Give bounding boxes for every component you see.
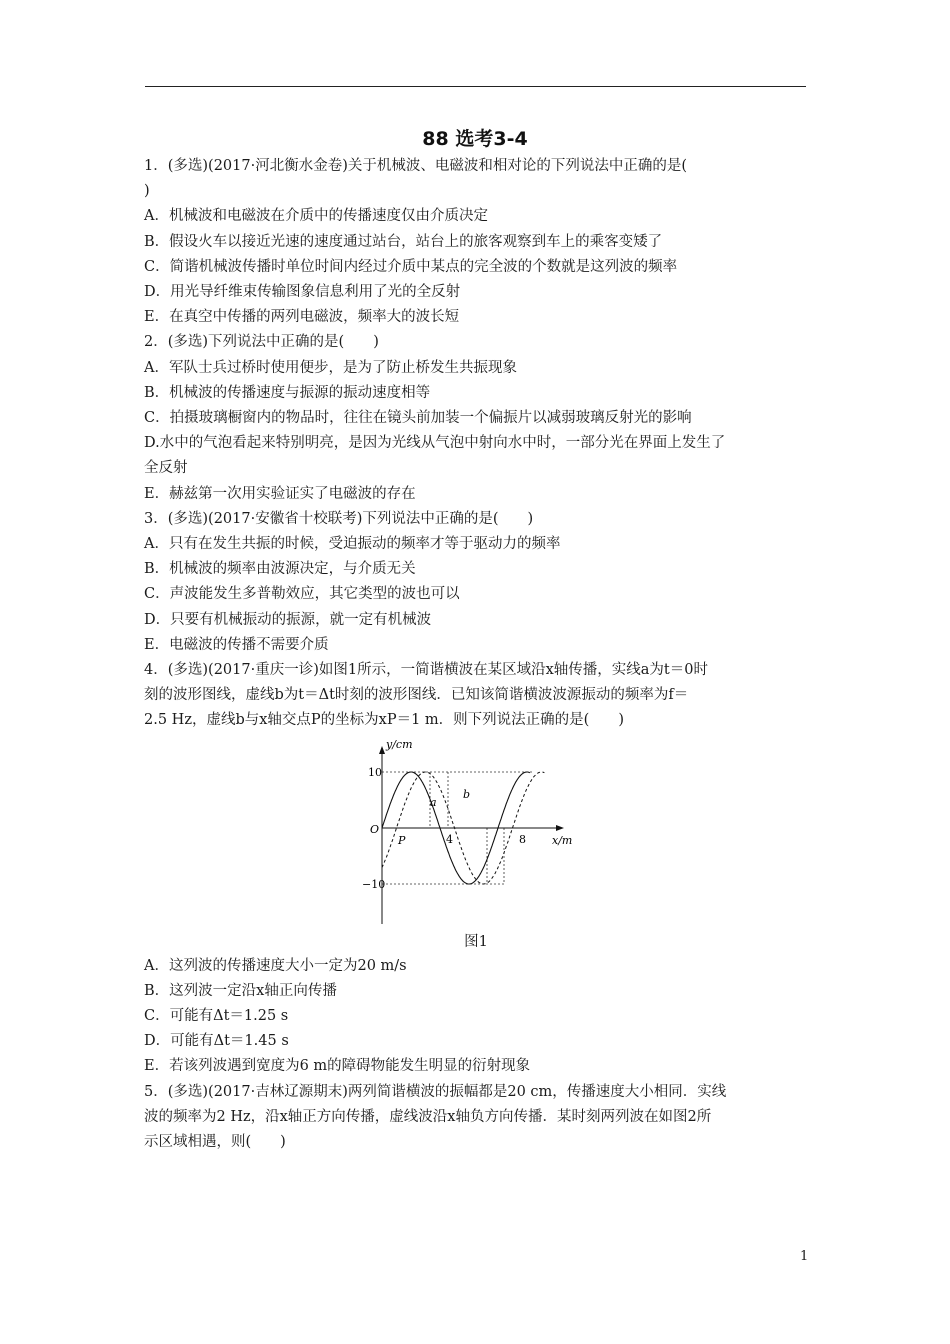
question-stem-line: 示区域相遇，则( ): [144, 1134, 286, 1151]
option: C．简谐机械波传播时单位时间内经过介质中某点的完全波的个数就是这列波的频率: [144, 258, 678, 275]
option: C．声波能发生多普勒效应，其它类型的波也可以: [144, 586, 460, 603]
option: B．机械波的频率由波源决定，与介质无关: [144, 561, 416, 578]
question-stem-line: 3．(多选)(2017·安徽省十校联考)下列说法中正确的是( ): [144, 510, 534, 527]
question-5: [144, 1080, 808, 1156]
option: A．机械波和电磁波在介质中的传播速度仅由介质决定: [144, 208, 488, 225]
option: D．只要有机械振动的振源，就一定有机械波: [144, 611, 432, 628]
question-3: [144, 507, 808, 658]
option: D．可能有Δt＝1.45 s: [144, 1033, 289, 1050]
question-2: [144, 330, 808, 506]
option: B．机械波的传播速度与振源的振动速度相等: [144, 384, 431, 401]
option: E．赫兹第一次用实验证实了电磁波的存在: [144, 485, 416, 502]
question-4: [144, 658, 808, 1080]
question-stem-line: 4．(多选)(2017·重庆一诊)如图1所示，一简谐横波在某区域沿x轴传播，实线a为t＝0时: [144, 662, 708, 679]
option: E．若该列波遇到宽度为6 m的障碍物能发生明显的衍射现象: [144, 1058, 531, 1075]
option: A．这列波的传播速度大小一定为20 m/s: [144, 957, 407, 974]
point-p-label: P: [398, 833, 406, 847]
x-tick-label: 8: [519, 832, 526, 846]
option: A．只有在发生共振的时候，受迫振动的频率才等于驱动力的频率: [144, 536, 561, 553]
question-stem-line: 2．(多选)下列说法中正确的是( ): [144, 334, 379, 351]
option: B．这列波一定沿x轴正向传播: [144, 982, 337, 999]
curve-a-label: a: [430, 795, 437, 809]
option: D．用光导纤维束传输图象信息利用了光的全反射: [144, 284, 461, 301]
option: C．可能有Δt＝1.25 s: [144, 1008, 289, 1025]
page-number: 1: [800, 1249, 809, 1264]
question-stem-line: 刻的波形图线，虚线b为t＝Δt时刻的波形图线．已知该简谐横波波源振动的频率为f＝: [144, 687, 689, 704]
question-list: [144, 154, 808, 1155]
header-rule: [145, 86, 806, 87]
option: A．军队士兵过桥时使用便步，是为了防止桥发生共振现象: [144, 359, 517, 376]
option: 全反射: [144, 460, 188, 477]
wave-graph: [362, 736, 588, 926]
question-stem-line: 5．(多选)(2017·吉林辽源期末)两列简谐横波的振幅都是20 cm，传播速度大小相同．实线: [144, 1083, 727, 1100]
question-stem-line: 波的频率为2 Hz，沿x轴正方向传播，虚线波沿x轴负方向传播．某时刻两列波在如图2所: [144, 1108, 712, 1125]
option: C．拍摄玻璃橱窗内的物品时，往往在镜头前加装一个偏振片以减弱玻璃反射光的影响: [144, 410, 692, 427]
x-axis-arrow: [556, 825, 564, 831]
x-tick-label: 4: [446, 832, 453, 846]
question-1: [144, 154, 808, 330]
figure-1: [144, 734, 808, 954]
y-axis-arrow: [379, 746, 385, 754]
y-tick-label: 10: [368, 765, 382, 779]
question-stem-line: 1．(多选)(2017·河北衡水金卷)关于机械波、电磁波和相对论的下列说法中正确的是(: [144, 158, 688, 174]
question-stem-line: 2.5 Hz，虚线b与x轴交点P的坐标为xP＝1 m．则下列说法正确的是( ): [144, 712, 624, 729]
page-title: 88 选考3-4: [422, 128, 528, 150]
option: E．在真空中传播的两列电磁波，频率大的波长短: [144, 309, 460, 326]
origin-label: O: [370, 822, 380, 836]
option: D.水中的气泡看起来特别明亮，是因为光线从气泡中射向水中时，一部分光在界面上发生了: [144, 435, 726, 452]
question-stem-line: ): [144, 183, 150, 200]
option: B．假设火车以接近光速的速度通过站台，站台上的旅客观察到车上的乘客变矮了: [144, 233, 663, 250]
x-axis-label: x/m: [552, 833, 573, 847]
y-tick-label: −10: [362, 877, 386, 891]
y-axis-label: y/cm: [386, 737, 413, 751]
option: E．电磁波的传播不需要介质: [144, 636, 329, 653]
figure-caption: 图1: [464, 933, 488, 950]
curve-b-label: b: [463, 787, 471, 801]
